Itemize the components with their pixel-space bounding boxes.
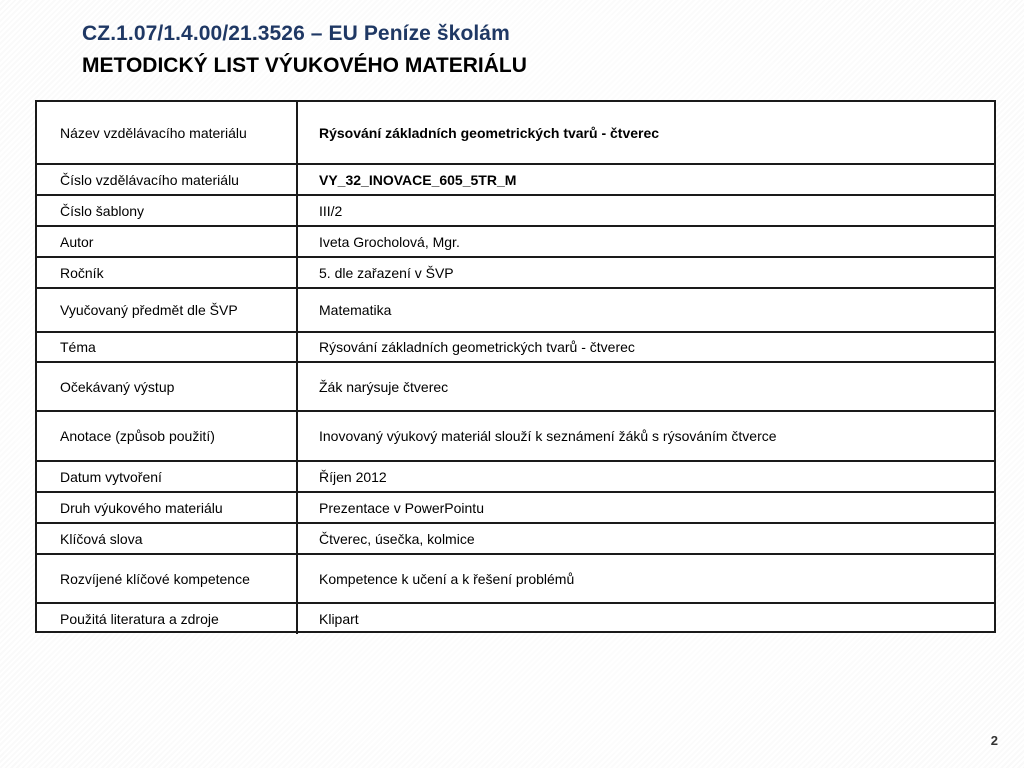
page-number: 2 bbox=[990, 733, 998, 748]
table-row bbox=[37, 461, 994, 492]
table-row bbox=[37, 102, 994, 164]
table-row bbox=[37, 362, 994, 411]
row-label-author: Autor bbox=[37, 226, 297, 257]
row-value-template-number: III/2 bbox=[297, 195, 994, 226]
table-row bbox=[37, 492, 994, 523]
row-label-annotation: Anotace (způsob použití) bbox=[37, 411, 297, 461]
table-row bbox=[37, 257, 994, 288]
row-value-keywords: Čtverec, úsečka, kolmice bbox=[297, 523, 994, 554]
row-value-material-type: Prezentace v PowerPointu bbox=[297, 492, 994, 523]
table-row bbox=[37, 332, 994, 362]
row-label-keywords: Klíčová slova bbox=[37, 523, 297, 554]
row-value-sources: Klipart bbox=[319, 611, 359, 627]
row-label-subject: Vyučovaný předmět dle ŠVP bbox=[37, 288, 297, 332]
row-value-annotation: Inovovaný výukový materiál slouží k seznámení žáků s rýsováním čtverce bbox=[297, 411, 994, 461]
project-code-title: CZ.1.07/1.4.00/21.3526 – EU Peníze školám bbox=[82, 22, 510, 45]
row-label-creation-date: Datum vytvoření bbox=[37, 461, 297, 492]
table-row bbox=[37, 195, 994, 226]
row-label-grade: Ročník bbox=[37, 257, 297, 288]
row-value-material-number: VY_32_INOVACE_605_5TR_M bbox=[297, 164, 994, 195]
row-label-template-number: Číslo šablony bbox=[37, 195, 297, 226]
table-row bbox=[37, 411, 994, 461]
row-label-material-number: Číslo vzdělávacího materiálu bbox=[37, 164, 297, 195]
row-value-subject: Matematika bbox=[297, 288, 994, 332]
row-value-creation-date: Říjen 2012 bbox=[297, 461, 994, 492]
row-value-topic: Rýsování základních geometrických tvarů - čtverec bbox=[297, 332, 994, 362]
table-row bbox=[37, 288, 994, 332]
row-value-author: Iveta Grocholová, Mgr. bbox=[297, 226, 994, 257]
row-value-competences: Kompetence k učení a k řešení problémů bbox=[297, 554, 994, 603]
row-value-expected-outcome: Žák narýsuje čtverec bbox=[297, 362, 994, 411]
table-row bbox=[37, 603, 994, 634]
table-row bbox=[37, 226, 994, 257]
table-row bbox=[37, 164, 994, 195]
row-label-material-name: Název vzdělávacího materiálu bbox=[37, 102, 297, 164]
page-title: METODICKÝ LIST VÝUKOVÉHO MATERIÁLU bbox=[82, 54, 527, 77]
row-label-topic: Téma bbox=[37, 332, 297, 362]
row-label-competences: Rozvíjené klíčové kompetence bbox=[37, 554, 297, 603]
table-row bbox=[37, 523, 994, 554]
metadata-table bbox=[35, 100, 996, 633]
row-value-grade: 5. dle zařazení v ŠVP bbox=[297, 257, 994, 288]
row-label-expected-outcome: Očekávaný výstup bbox=[37, 362, 297, 411]
row-label-material-type: Druh výukového materiálu bbox=[37, 492, 297, 523]
row-label-sources: Použitá literatura a zdroje bbox=[37, 603, 297, 634]
row-value-material-name: Rýsování základních geometrických tvarů - čtverec bbox=[297, 102, 994, 164]
table-row bbox=[37, 554, 994, 603]
